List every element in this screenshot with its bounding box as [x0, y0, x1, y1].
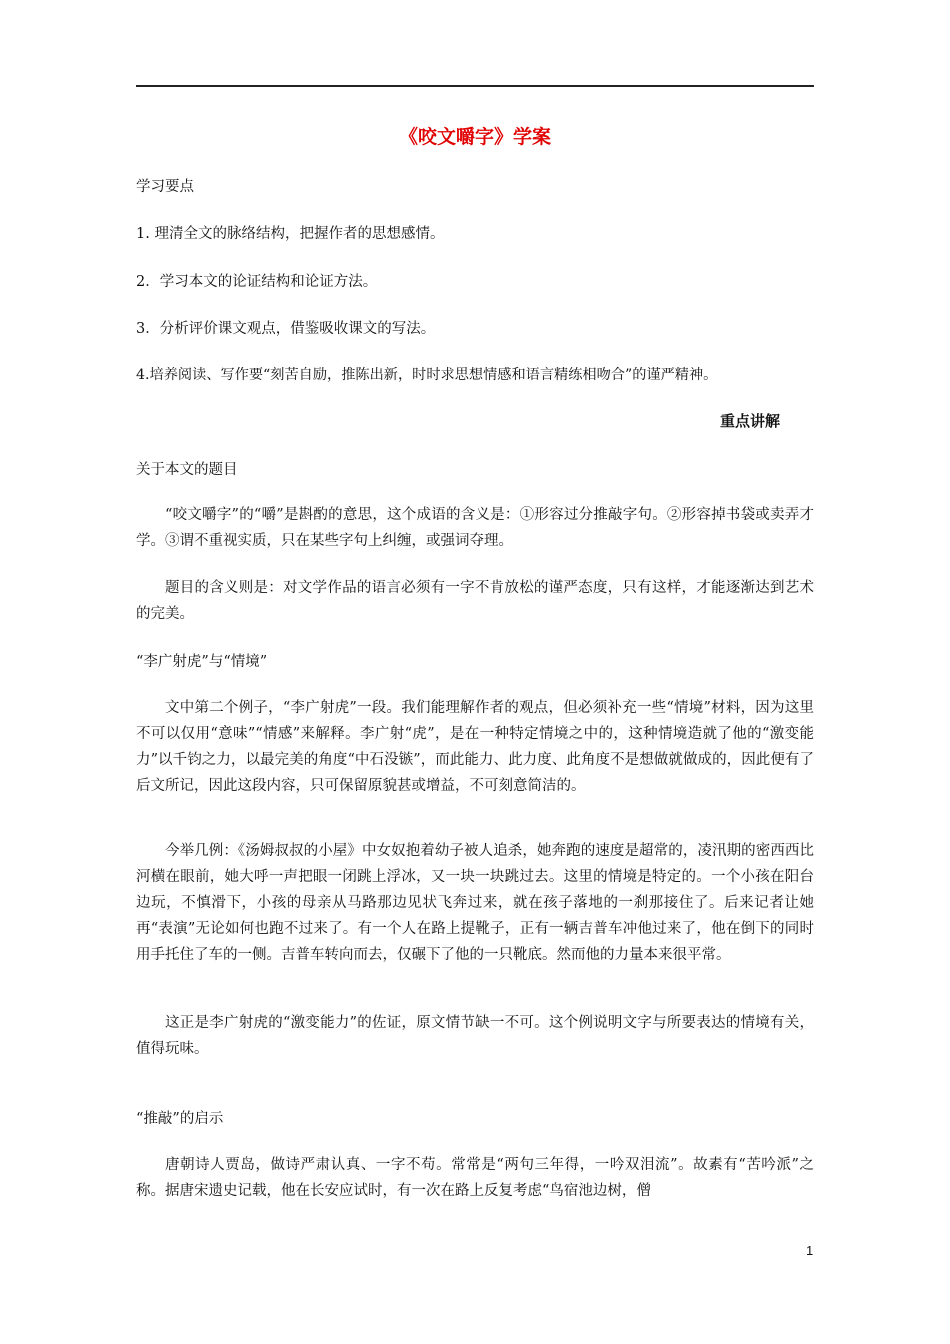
paragraph-5: 这正是李广射虎的“激变能力”的佐证，原文情节缺一不可。这个例说明文字与所要表达的情境有关，值得玩味。	[136, 1015, 814, 1057]
header-rule	[136, 85, 814, 87]
subheading-title-meaning: 关于本文的题目	[136, 462, 238, 478]
paragraph-3: 文中第二个例子，“李广射虎”一段。我们能理解作者的观点，但必须补充一些“情境”材料，因为这里不可以仅用“意味”“情感”来解释。李广射“虎”，是在一种特定情境之中的，这种情境造就了他的“激变能力”以千钧之力，以最完美的角度“中石没镞”，而此能力、此力度、此角度不是想做就做成的，因此便有了后文所记，因此这段内容，只可保留原貌甚或增益，不可刻意简洁的。	[136, 700, 814, 794]
objective-4: 4.培养阅读、写作要“刻苦自励，推陈出新，时时求思想情感和语言精练相吻合”的谨严精神。	[136, 367, 718, 383]
subheading-tuiqiao: “推敲”的启示	[136, 1111, 224, 1127]
paragraph-1: “咬文嚼字”的“嚼”是斟酌的意思，这个成语的含义是：①形容过分推敲字句。②形容掉书袋或卖弄才学。③谓不重视实质，只在某些字句上纠缠，或强词夺理。	[136, 507, 814, 549]
paragraph-4: 今举几例：《汤姆叔叔的小屋》中女奴抱着幼子被人追杀，她奔跑的速度是超常的，凌汛期的密西西比河横在眼前，她大呼一声把眼一闭跳上浮冰，又一块一块跳过去。这里的情境是特定的。一个小孩在阳台边玩，不慎滑下，小孩的母亲从马路那边见状飞奔过来，就在孩子落地的一刹那接住了。后来记者让她再“表演”无论如何也跑不过来了。有一个人在路上提靴子，正有一辆吉普车冲他过来了，他在倒下的同时用手托住了车的一侧。吉普车转向而去，仅碾下了他的一只靴底。然而他的力量本来很平常。	[136, 843, 814, 963]
paragraph-2: 题目的含义则是：对文学作品的语言必须有一字不肯放松的谨严态度，只有这样，才能逐渐达到艺术的完美。	[136, 580, 814, 622]
objective-2: 2．学习本文的论证结构和论证方法。	[136, 274, 378, 290]
page-number: 1	[806, 1243, 814, 1258]
key-heading: 重点讲解	[719, 412, 780, 430]
document-title: 《咬文嚼字》学案	[398, 126, 551, 148]
paragraph-6: 唐朝诗人贾岛，做诗严肃认真、一字不苟。常常是“两句三年得，一吟双泪流”。故素有“苦吟派”之称。据唐宋遗史记载，他在长安应试时，有一次在路上反复考虑“鸟宿池边树，僧	[136, 1157, 814, 1199]
objective-3: 3．分析评价课文观点，借鉴吸收课文的写法。	[136, 321, 436, 337]
objective-1: 1. 理清全文的脉络结构，把握作者的思想感情。	[136, 226, 445, 242]
section-label: 学习要点	[136, 179, 194, 195]
subheading-li-guang: “李广射虎”与“情境”	[136, 654, 268, 670]
